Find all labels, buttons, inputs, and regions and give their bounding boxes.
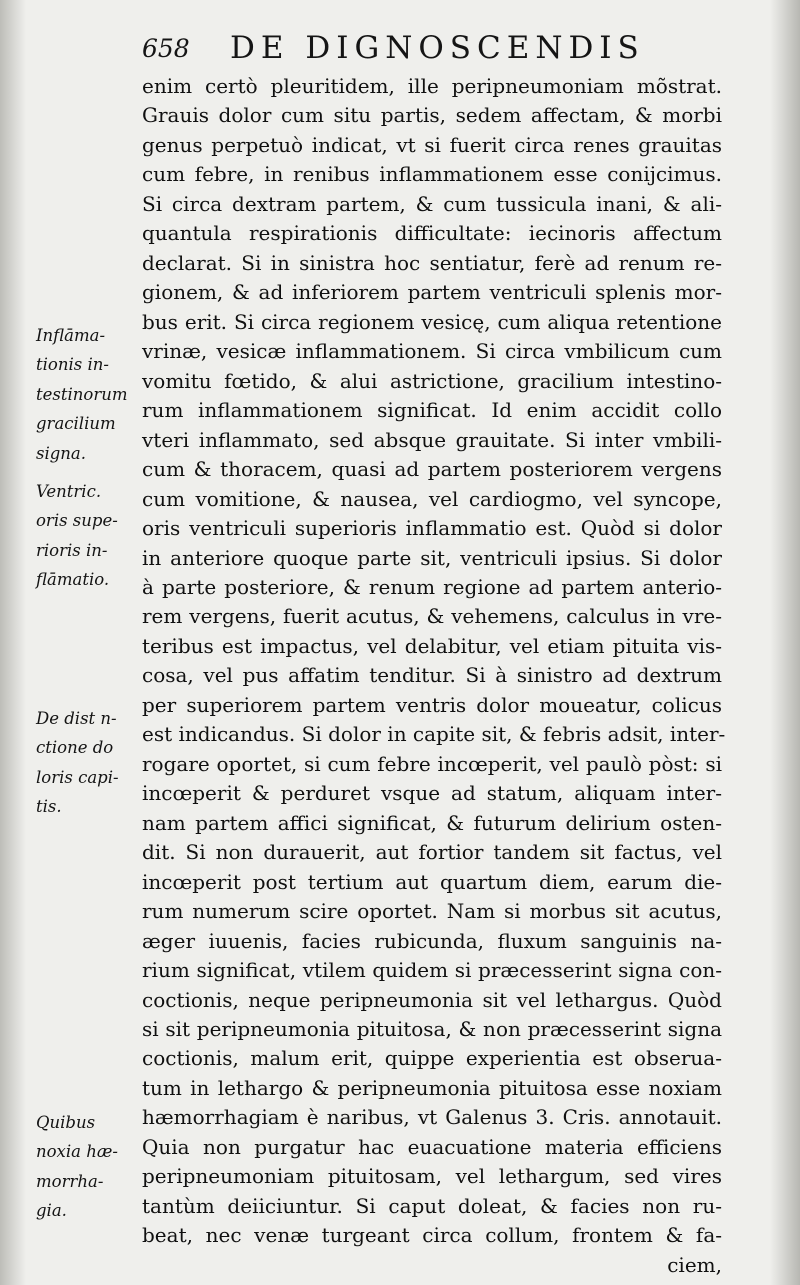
page-header bbox=[142, 30, 742, 70]
text-line: vomitu fœtido, & alui astrictione, gracilium intestino- bbox=[142, 368, 722, 393]
text-line: coctionis, neque peripneumonia sit vel lethargus. Quòd bbox=[142, 987, 722, 1012]
text-line: rum numerum scire oportet. Nam si morbus sit acutus, bbox=[142, 899, 722, 924]
marginal-note-headache bbox=[36, 704, 140, 822]
text-line: oris ventriculi superioris inflammatio est. Quòd si dolor bbox=[142, 516, 722, 541]
page-number: 658 bbox=[142, 34, 190, 63]
text-line: cum & thoracem, quasi ad partem posteriorem vergens bbox=[142, 457, 722, 482]
text-line: æger iuuenis, facies rubicunda, fluxum sanguinis na- bbox=[142, 928, 722, 953]
text-line: genus perpetuò indicat, vt si fuerit circa renes grauitas bbox=[142, 132, 722, 157]
marginal-note-line: gia. bbox=[36, 1201, 67, 1221]
text-line: rogare oportet, si cum febre incœperit, vel paulò pòst: si bbox=[142, 751, 722, 776]
text-line: gionem, & ad inferiorem partem ventriculi splenis mor- bbox=[142, 280, 722, 305]
text-line: vteri inflammato, sed absque grauitate. Si inter vmbili- bbox=[142, 427, 722, 452]
marginal-note-intestines bbox=[36, 321, 140, 468]
marginal-note-stomach bbox=[36, 477, 140, 595]
marginal-note-line: rioris in- bbox=[36, 540, 108, 560]
marginal-note-line: noxia hæ- bbox=[36, 1142, 118, 1162]
text-line: incœperit post tertium aut quartum diem, earum die- bbox=[142, 869, 722, 894]
text-line: rum inflammationem significat. Id enim accidit collo bbox=[142, 398, 722, 423]
text-line: cum febre, in renibus inflammationem esse conijcimus. bbox=[142, 162, 722, 187]
text-line: Quia non purgatur hac euacuatione materia efficiens bbox=[142, 1134, 722, 1159]
marginal-note-line: Quibus bbox=[36, 1113, 96, 1132]
text-line: à parte posteriore, & renum regione ad partem anterio- bbox=[142, 574, 722, 599]
marginal-note-line: tis. bbox=[36, 797, 62, 817]
text-line: per superiorem partem ventris dolor moueatur, colicus bbox=[142, 692, 722, 717]
marginal-note-line: ctione do bbox=[36, 738, 114, 758]
marginal-note-line: loris capi- bbox=[36, 767, 119, 787]
marginal-note-line: signa. bbox=[36, 443, 87, 463]
text-line: peripneumoniam pituitosam, vel lethargum, sed vires bbox=[142, 1164, 722, 1189]
text-line: beat, nec venæ turgeant circa collum, frontem & fa- bbox=[142, 1223, 722, 1248]
text-line: teribus est impactus, vel delabitur, vel etiam pituita vis- bbox=[142, 633, 722, 658]
text-line: enim certò pleuritidem, ille peripneumoniam mõstrat. bbox=[142, 74, 722, 98]
text-line: Si circa dextram partem, & cum tussicula inani, & ali- bbox=[142, 191, 722, 216]
running-title: DE DIGNOSCENDIS bbox=[230, 30, 645, 66]
text-line: hæmorrhagiam è naribus, vt Galenus 3. Cris. annotauit. bbox=[142, 1105, 722, 1130]
text-line: vrinæ, vesicæ inflammationem. Si circa vmbilicum cum bbox=[142, 339, 722, 364]
text-line: rium significat, vtilem quidem si præcesserint signa con- bbox=[142, 958, 722, 983]
text-line: rem vergens, fuerit acutus, & vehemens, calculus in vre- bbox=[142, 604, 722, 629]
marginal-note-line: Inflāma- bbox=[36, 326, 106, 345]
marginal-note-line: morrha- bbox=[36, 1171, 104, 1191]
text-line: Grauis dolor cum situ partis, sedem affectam, & morbi bbox=[142, 103, 722, 128]
marginal-note-line: De dist n- bbox=[36, 709, 117, 728]
text-line: in anteriore quoque parte sit, ventriculi ipsius. Si dolor bbox=[142, 545, 722, 570]
main-text bbox=[142, 72, 726, 1280]
text-line: declarat. Si in sinistra hoc sentiatur, ferè ad renum re- bbox=[142, 250, 722, 275]
text-line: ciem, bbox=[667, 1252, 722, 1277]
marginal-note-line: tionis in- bbox=[36, 355, 109, 375]
marginal-note-line: testinorum bbox=[36, 384, 128, 404]
marginal-note-line: Ventric. bbox=[36, 482, 102, 501]
text-line: dit. Si non durauerit, aut fortior tandem sit factus, vel bbox=[142, 840, 722, 865]
text-line: incœperit & perduret vsque ad statum, aliquam inter- bbox=[142, 781, 722, 806]
marginal-note-hemorrhage bbox=[36, 1108, 140, 1226]
text-line: quantula respirationis difficultate: iecinoris affectum bbox=[142, 221, 722, 246]
text-line: est indicandus. Si dolor in capite sit, & febris adsit, inter- bbox=[142, 722, 726, 747]
text-line: bus erit. Si circa regionem vesicę, cum aliqua retentione bbox=[142, 309, 722, 334]
text-line: si sit peripneumonia pituitosa, & non præcesserint signa bbox=[142, 1017, 722, 1041]
text-line: cum vomitione, & nausea, vel cardiogmo, vel syncope, bbox=[142, 486, 722, 511]
marginal-note-line: oris supe- bbox=[36, 511, 118, 531]
text-line: tum in lethargo & peripneumonia pituitosa esse noxiam bbox=[142, 1075, 722, 1100]
text-line: cosa, vel pus affatim tenditur. Si à sinistro ad dextrum bbox=[142, 663, 722, 688]
marginal-note-line: flāmatio. bbox=[36, 570, 110, 590]
text-line: coctionis, malum erit, quippe experientia est obserua- bbox=[142, 1046, 722, 1071]
text-line: tantùm deiiciuntur. Si caput doleat, & facies non ru- bbox=[142, 1193, 722, 1218]
marginal-note-line: gracilium bbox=[36, 414, 116, 434]
text-line: nam partem affici significat, & futurum delirium osten- bbox=[142, 810, 722, 835]
